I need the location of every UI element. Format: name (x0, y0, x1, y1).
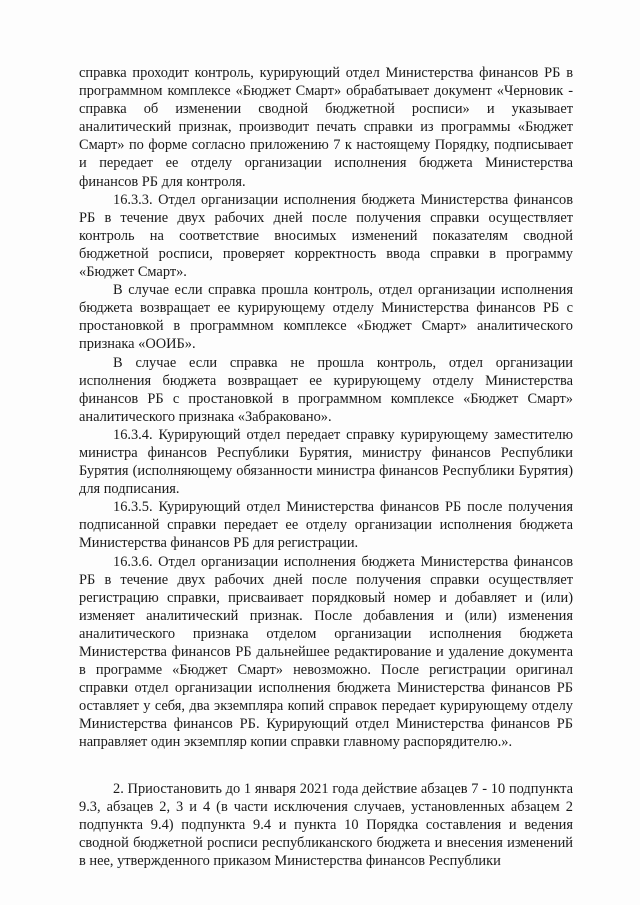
paragraph-continuation: справка проходит контроль, курирующий отдел Министерства финансов РБ в программном комплексе «Бюджет Смарт» обрабатывает документ «Черновик - справка об изменении сводной бюджетной росписи» и указывает аналитический признак, производит печать справки из программы «Бюджет Смарт» по форме согласно приложению 7 к настоящему Порядку, подписывает и передает ее отделу организации исполнения бюджета Министерства финансов РБ для контроля. (79, 65, 573, 190)
paragraph-16-3-4: 16.3.4. Курирующий отдел передает справку курирующему заместителю министра финансов Республики Бурятия, министру финансов Республики Бурятия (исполняющему обязанности министра финансов Республики Бурятия) для подписания. (79, 426, 573, 498)
paragraph-control-failed: В случае если справка не прошла контроль, отдел организации исполнения бюджета возвращает ее курирующему отделу Министерства финансов РБ с простановкой в программном комплексе «Бюджет Смарт» аналитического признака «Забраковано». (79, 354, 573, 425)
paragraph-control-passed: В случае если справка прошла контроль, отдел организации исполнения бюджета возвращает ее курирующему отделу Министерства финансов РБ с простановкой в программном комплексе «Бюджет Смарт» аналитического признака «ООИБ». (79, 282, 573, 353)
paragraph-16-3-6: 16.3.6. Отдел организации исполнения бюджета Министерства финансов РБ в течение двух рабочих дней после получения справки осуществляет регистрацию справки, присваивает порядковый номер и добавляет и (или) изменяет аналитический признак. После добавления и (или) изменения аналитического признака отделом организации исполнения бюджета Министерства финансов РБ дальнейшее редактирование и удаление документа в программе «Бюджет Смарт» невозможно. После регистрации оригинал справки отдел организации исполнения бюджета Министерства финансов РБ оставляет у себя, два экземпляра копий справок передает курирующему отделу Министерства финансов РБ. Курирующий отдел Министерства финансов РБ направляет один экземпляр копии справки главному распорядителю.». (79, 553, 573, 751)
paragraph-16-3-3: 16.3.3. Отдел организации исполнения бюджета Министерства финансов РБ в течение двух рабочих дней после получения справки осуществляет контроль на соответствие вносимых изменений показателям сводной бюджетной росписи, проверяет корректность ввода справки в программу «Бюджет Смарт». (79, 191, 573, 281)
document-body (79, 64, 573, 870)
paragraph-spacer (79, 752, 573, 780)
paragraph-16-3-5: 16.3.5. Курирующий отдел Министерства финансов РБ после получения подписанной справки передает ее отделу организации исполнения бюджета Министерства финансов РБ для регистрации. (79, 499, 573, 552)
paragraph-item-2: 2. Приостановить до 1 января 2021 года действие абзацев 7 - 10 подпункта 9.3, абзацев 2, 3 и 4 (в части исключения случаев, установленных абзацем 2 подпункта 9.4) подпункта 9.4 и пункта 10 Порядка составления и ведения сводной бюджетной росписи республиканского бюджета и внесения изменений в нее, утвержденного приказом Министерства финансов Республики (79, 780, 573, 869)
